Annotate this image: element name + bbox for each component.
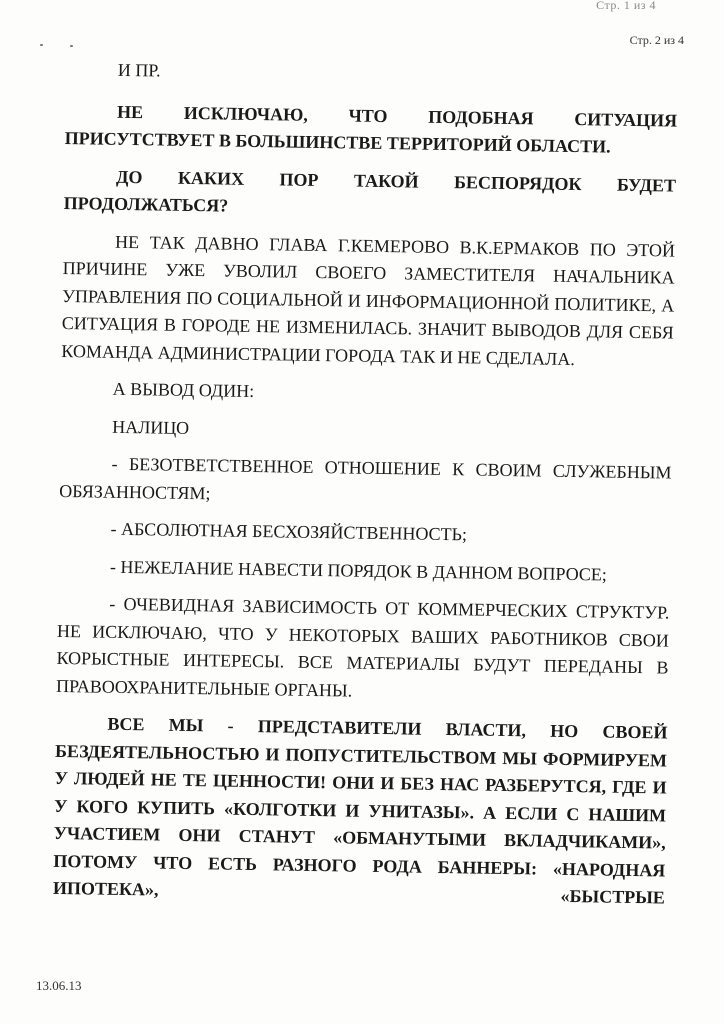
scan-speck bbox=[40, 44, 43, 46]
paragraph-bold-statement: НЕ ИСКЛЮЧАЮ, ЧТО ПОДОБНАЯ СИТУАЦИЯ ПРИСУТСТВУЕТ В БОЛЬШИНСТВЕ ТЕРРИТОРИЙ ОБЛАСТИ. bbox=[64, 101, 678, 157]
document-body bbox=[53, 56, 678, 912]
paragraph-bold-question: ДО КАКИХ ПОР ТАКОЙ БЕСПОРЯДОК БУДЕТ ПРОДОЛЖАТЬСЯ? bbox=[63, 166, 677, 216]
bullet-unwillingness: - НЕЖЕЛАНИЕ НАВЕСТИ ПОРЯДОК В ДАННОМ ВОПРОСЕ; bbox=[109, 556, 608, 585]
bullet-mismanagement: - АБСОЛЮТНАЯ БЕСХОЗЯЙСТВЕННОСТЬ; bbox=[110, 518, 468, 545]
paragraph-conclusion-lead: А ВЫВОД ОДИН: bbox=[112, 378, 255, 401]
bullet-dependence: - ОЧЕВИДНАЯ ЗАВИСИМОСТЬ ОТ КОММЕРЧЕСКИХ СТРУКТУР. НЕ ИСКЛЮЧАЮ, ЧТО У НЕКОТОРЫХ ВАШИХ РАБОТНИКОВ СВОИ КОРЫСТНЫЕ ИНТЕРЕСЫ. ВСЕ МАТЕРИАЛЫ БУДУТ ПЕРЕДАНЫ В ПРАВООХРАНИТЕЛЬНЫЕ ОРГАНЫ. bbox=[55, 593, 670, 701]
document-date: 13.06.13 bbox=[36, 978, 82, 993]
bleed-through-page-number: Стр. 1 из 4 bbox=[596, 0, 656, 12]
bullet-irresponsibility: - БЕЗОТВЕТСТВЕННОЕ ОТНОШЕНИЕ К СВОИМ СЛУЖЕБНЫМ ОБЯЗАННОСТЯМ; bbox=[59, 453, 672, 503]
scan-speck bbox=[70, 45, 73, 47]
paragraph-opening: И ПР. bbox=[117, 59, 161, 81]
paragraph-kemerovo: НЕ ТАК ДАВНО ГЛАВА Г.КЕМЕРОВО В.К.ЕРМАКОВ ПО ЭТОЙ ПРИЧИНЕ УЖЕ УВОЛИЛ СВОЕГО ЗАМЕСТИТЕЛЯ НАЧАЛЬНИКА УПРАВЛЕНИЯ ПО СОЦИАЛЬНОЙ И ИНФОРМАЦИОННОЙ ПОЛИТИКЕ, А СИТУАЦИЯ В ГОРОДЕ НЕ ИЗМЕНИЛАСЬ. ЗНАЧИТ ВЫВОДОВ ДЛЯ СЕБЯ КОМАНДА АДМИНИСТРАЦИИ ГОРОДА ТАК И НЕ СДЕЛАЛА. bbox=[61, 231, 676, 369]
page-number: Стр. 2 из 4 bbox=[629, 33, 684, 47]
paragraph-bold-authorities: ВСЕ МЫ - ПРЕДСТАВИТЕЛИ ВЛАСТИ, НО СВОЕЙ БЕЗДЕЯТЕЛЬНОСТЬЮ И ПОПУСТИТЕЛЬСТВОМ МЫ ФОРМИРУЕМ У ЛЮДЕЙ НЕ ТЕ ЦЕННОСТИ! ОНИ И БЕЗ НАС РАЗБЕРУТСЯ, ГДЕ И У КОГО КУПИТЬ «КОЛГОТКИ И УНИТАЗЫ». А ЕСЛИ С НАШИМ УЧАСТИЕМ ОНИ СТАНУТ «ОБМАНУТЫМИ ВКЛАДЧИКАМИ», ПОТОМУ ЧТО ЕСТЬ РАЗНОГО РОДА БАННЕРЫ: «НАРОДНАЯ ИПОТЕКА», «БЫСТРЫЕ bbox=[52, 713, 668, 908]
paragraph-nalitso: НАЛИЦО bbox=[112, 416, 190, 438]
